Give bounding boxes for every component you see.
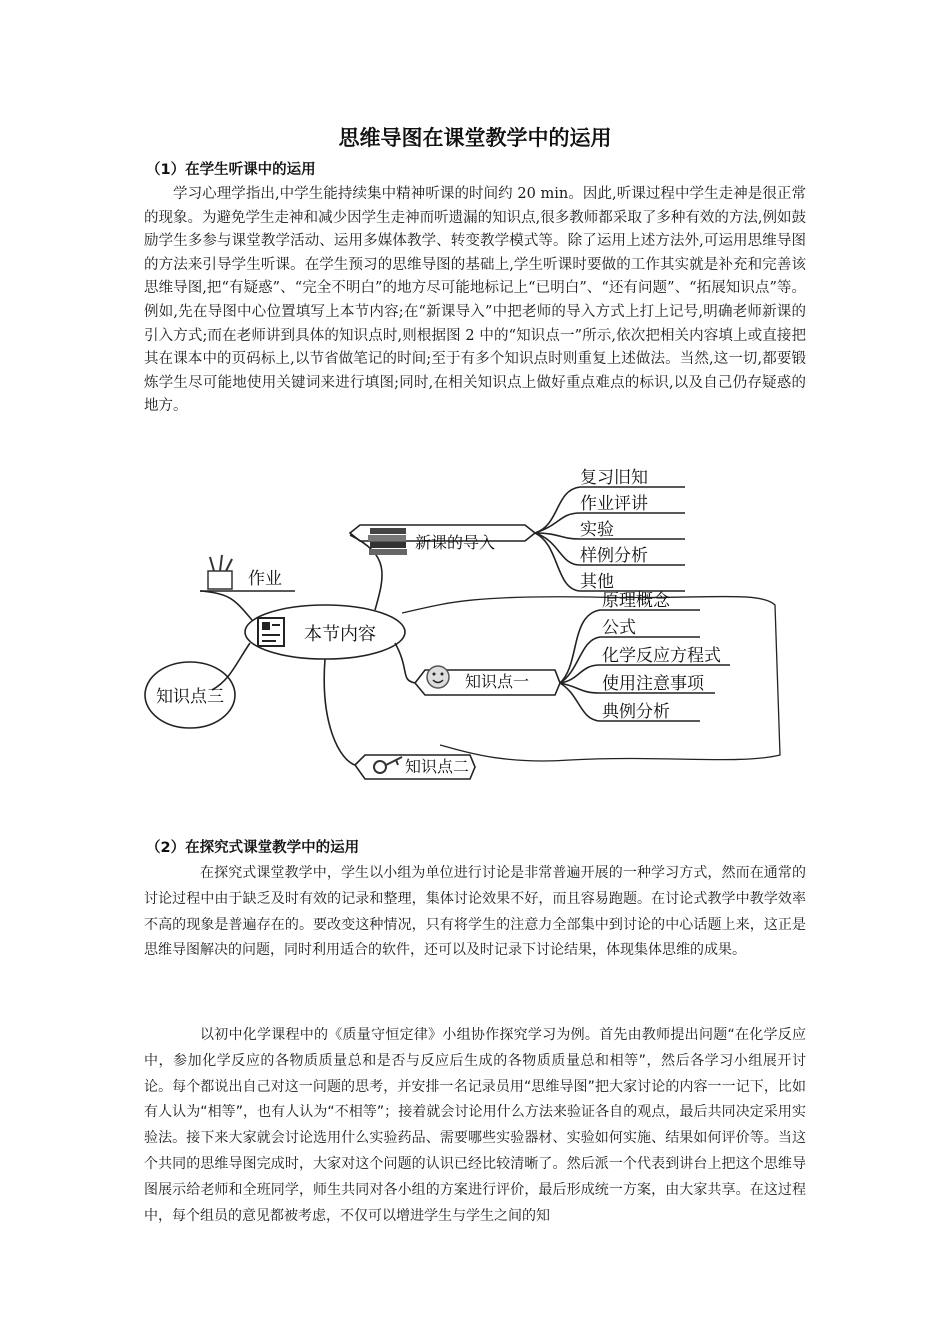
pencil-cup-icon [208,555,232,589]
mindmap-branch2-item: 化学反应方程式 [602,646,721,666]
section2-heading: （2）在探究式课堂教学中的运用 [146,840,360,856]
document-title: 思维导图在课堂教学中的运用 [338,126,612,150]
mindmap-branch1-item: 复习旧知 [580,468,648,488]
mindmap-branch2-label: 知识点一 [465,672,530,691]
section1-paragraph: 学习心理学指出,中学生能持续集中精神听课的时间约 20 min。因此,听课过程中学生走神是很正常的现象。为避免学生走神和减少因学生走神而听遗漏的知识点,很多教师都采取了多种有效的方法,例如鼓励学生多参与课堂教学活动、运用多媒体教学、转变教学模式等。除了运用上述方法外,可运用思维导图的方法来引导学生听课。在学生预习的思维导图的基础上,学生听课时要做的工作其实就是补充和完善该思维导图,把“有疑惑”、“完全不明白”的地方尽可能地标记上“已明白”、“还有问题”、“拓展知识点”等。例如,先在导图中心位置填写上本节内容;在“新课导入”中把老师的导入方式上打上记号,明确老师新课的引入方式;而在老师讲到具体的知识点时,则根据图 2 中的“知识点一”所示,依次把相关内容填上或直接把其在课本中的页码标上,以节省做笔记的时间;至于有多个知识点时则重复上述做法。当然,这一切,都要锻炼学生尽可能地使用关键词来进行填图;同时,在相关知识点上做好重点难点的标识,以及自己仍存疑惑的地方。 [144,186,806,415]
key-icon [374,757,402,773]
mindmap-branch1-item: 其他 [580,572,614,592]
mindmap-branch1-item: 样例分析 [580,546,648,566]
section1-heading: （1）在学生听课中的运用 [146,162,316,178]
mindmap-branch1-item: 作业评讲 [580,494,648,514]
mindmap-branch2-item: 公式 [602,618,636,638]
mindmap-branch1-label: 新课的导入 [415,533,496,552]
smiley-icon [427,666,449,688]
mindmap-branch2-item: 典例分析 [602,702,670,722]
section2-paragraph-2: 以初中化学课程中的《质量守恒定律》小组协作探究学习为例。首先由教师提出问题“在化学反应中，参加化学反应的各物质质量总和是否与反应后生成的各物质质量总和相等”，然后各学习小组展开讨论。每个都说出自己对这一问题的思考，并安排一名记录员用“思维导图”把大家讨论的内容一一记下，比如有人认为“相等”，也有人认为“不相等”；接着就会讨论用什么方法来验证各自的观点，最后共同决定采用实验法。接下来大家就会讨论选用什么实验药品、需要哪些实验器材、实验如何实施、结果如何评价等。当这个共同的思维导图完成时，大家对这个问题的认识已经比较清晰了。然后派一个代表到讲台上把这个思维导图展示给老师和全班同学，师生共同对各小组的方案进行评价，最后形成统一方案，由大家共享。在这过程中，每个组员的意见都被考虑，不仅可以增进学生与学生之间的知 [144,1027,806,1224]
mindmap-center-label: 本节内容 [304,624,376,645]
mindmap-branch2-item: 原理概念 [602,591,670,611]
mindmap-left-bottom-label: 知识点三 [156,687,224,707]
mindmap-branch2-item: 使用注意事项 [602,674,704,694]
section2-paragraph-1: 在探究式课堂教学中，学生以小组为单位进行讨论是非常普遍开展的一种学习方式，然而在通常的讨论过程中由于缺乏及时有效的记录和整理，集体讨论效果不好，而且容易跑题。在讨论式教学中教学效率不高的现象是普遍存在的。要改变这种情况，只有将学生的注意力全部集中到讨论的中心话题上来，这正是思维导图解决的问题，同时利用适合的软件，还可以及时记录下讨论结果，体现集体思维的成果。 [144,865,806,959]
mind-map-figure [140,465,820,810]
mindmap-left-top-label: 作业 [248,569,282,589]
document-icon [258,618,284,646]
mindmap-branch1-item: 实验 [580,520,614,540]
mindmap-branch3-label: 知识点二 [405,757,470,776]
